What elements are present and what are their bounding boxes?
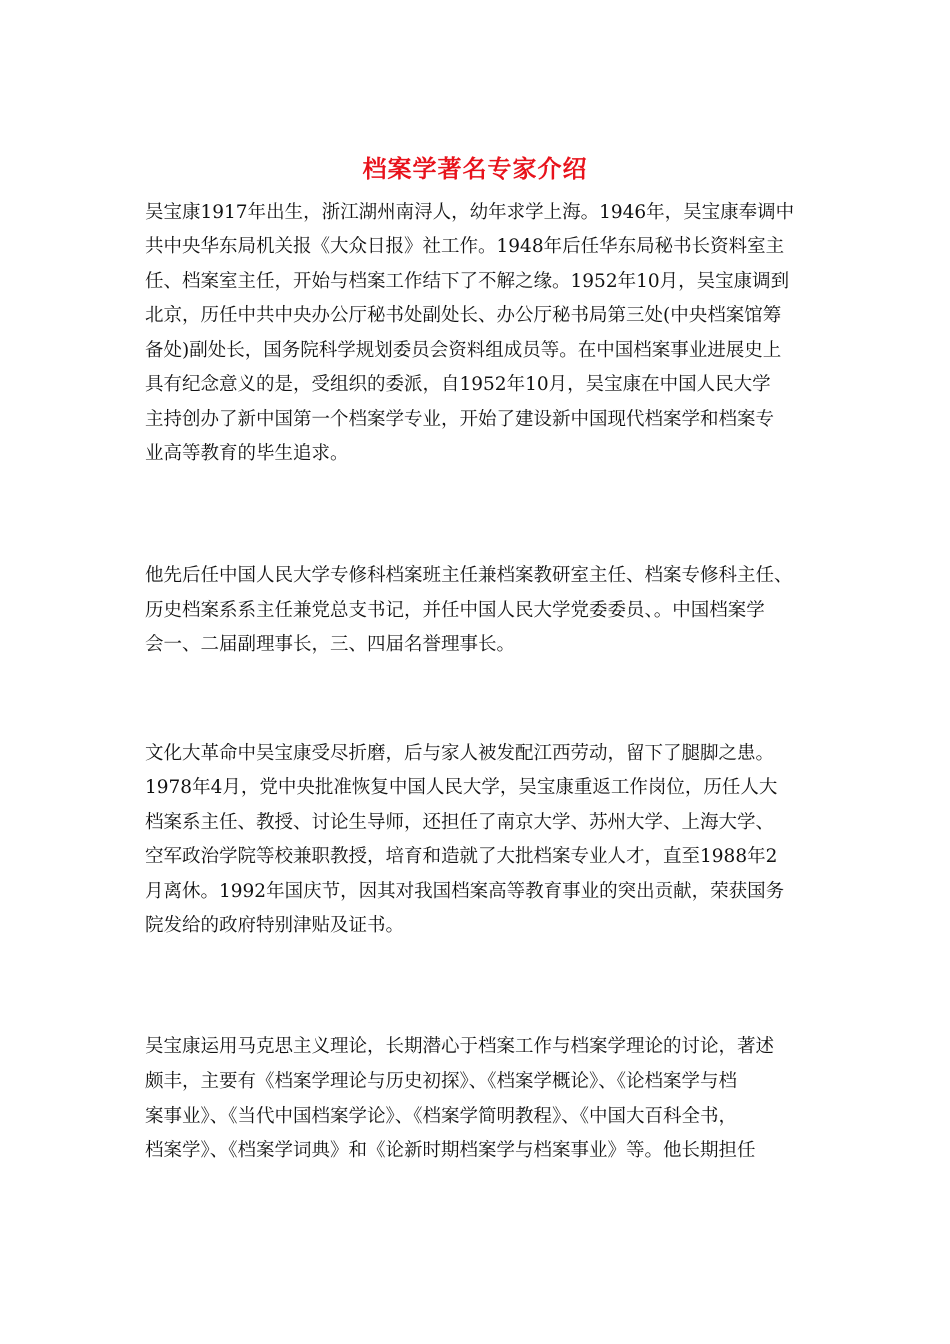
- paragraph-1-line-1: 吴宝康1917年出生，浙江湖州南浔人，幼年求学上海。1946年，吴宝康奉调中: [145, 202, 795, 223]
- paragraph-3-line-1: 文化大革命中吴宝康受尽折磨，后与家人被发配江西劳动，留下了腿脚之患。: [145, 743, 775, 764]
- paragraph-2-line-3: 会一、二届副理事长，三、四届名誉理事长。: [145, 634, 516, 655]
- paragraph-4-line-2: 颇丰，主要有《档案学理论与历史初探》、《档案学概论》、《论档案学与档: [145, 1071, 738, 1092]
- paragraph-2-line-1: 他先后任中国人民大学专修科档案班主任兼档案教研室主任、档案专修科主任、: [145, 565, 793, 586]
- paragraph-1-line-5: 备处)副处长，国务院科学规划委员会资料组成员等。在中国档案事业进展史上: [145, 340, 782, 361]
- paragraph-1-line-7: 主持创办了新中国第一个档案学专业，开始了建设新中国现代档案学和档案专: [145, 409, 775, 430]
- paragraph-1-line-6: 具有纪念意义的是，受组织的委派，自1952年10月，吴宝康在中国人民大学: [145, 374, 771, 395]
- paragraph-4-line-4: 档案学》、《档案学词典》和《论新时期档案学与档案事业》等。他长期担任: [145, 1140, 756, 1161]
- paragraph-3-line-6: 院发给的政府特别津贴及证书。: [145, 915, 405, 936]
- paragraph-3-line-4: 空军政治学院等校兼职教授，培育和造就了大批档案专业人才，直至1988年2: [145, 846, 778, 867]
- paragraph-1-line-3: 任、档案室主任，开始与档案工作结下了不解之缘。1952年10月，吴宝康调到: [145, 271, 790, 292]
- paragraph-3-line-2: 1978年4月，党中央批准恢复中国人民大学，吴宝康重返工作岗位，历任人大: [145, 777, 778, 798]
- paragraph-3-line-5: 月离休。1992年国庆节，因其对我国档案高等教育事业的突出贡献，荣获国务: [145, 881, 785, 902]
- paragraph-2-line-2: 历史档案系系主任兼党总支书记，并任中国人民大学党委委员、。中国档案学: [145, 600, 765, 621]
- paragraph-1-line-2: 共中央华东局机关报《大众日报》社工作。1948年后任华东局秘书长资料室主: [145, 236, 785, 257]
- document-title: 档案学著名专家介绍: [362, 154, 588, 183]
- paragraph-4-line-1: 吴宝康运用马克思主义理论，长期潜心于档案工作与档案学理论的讨论，著述: [145, 1036, 775, 1057]
- paragraph-4-line-3: 案事业》、《当代中国档案学论》、《档案学简明教程》、《中国大百科全书，: [145, 1106, 738, 1127]
- paragraph-1-line-8: 业高等教育的毕生追求。: [145, 443, 349, 464]
- paragraph-3-line-3: 档案系主任、教授、讨论生导师，还担任了南京大学、苏州大学、上海大学、: [145, 812, 775, 833]
- paragraph-1-line-4: 北京，历任中共中央办公厅秘书处副处长、办公厅秘书局第三处(中央档案馆筹: [145, 305, 782, 326]
